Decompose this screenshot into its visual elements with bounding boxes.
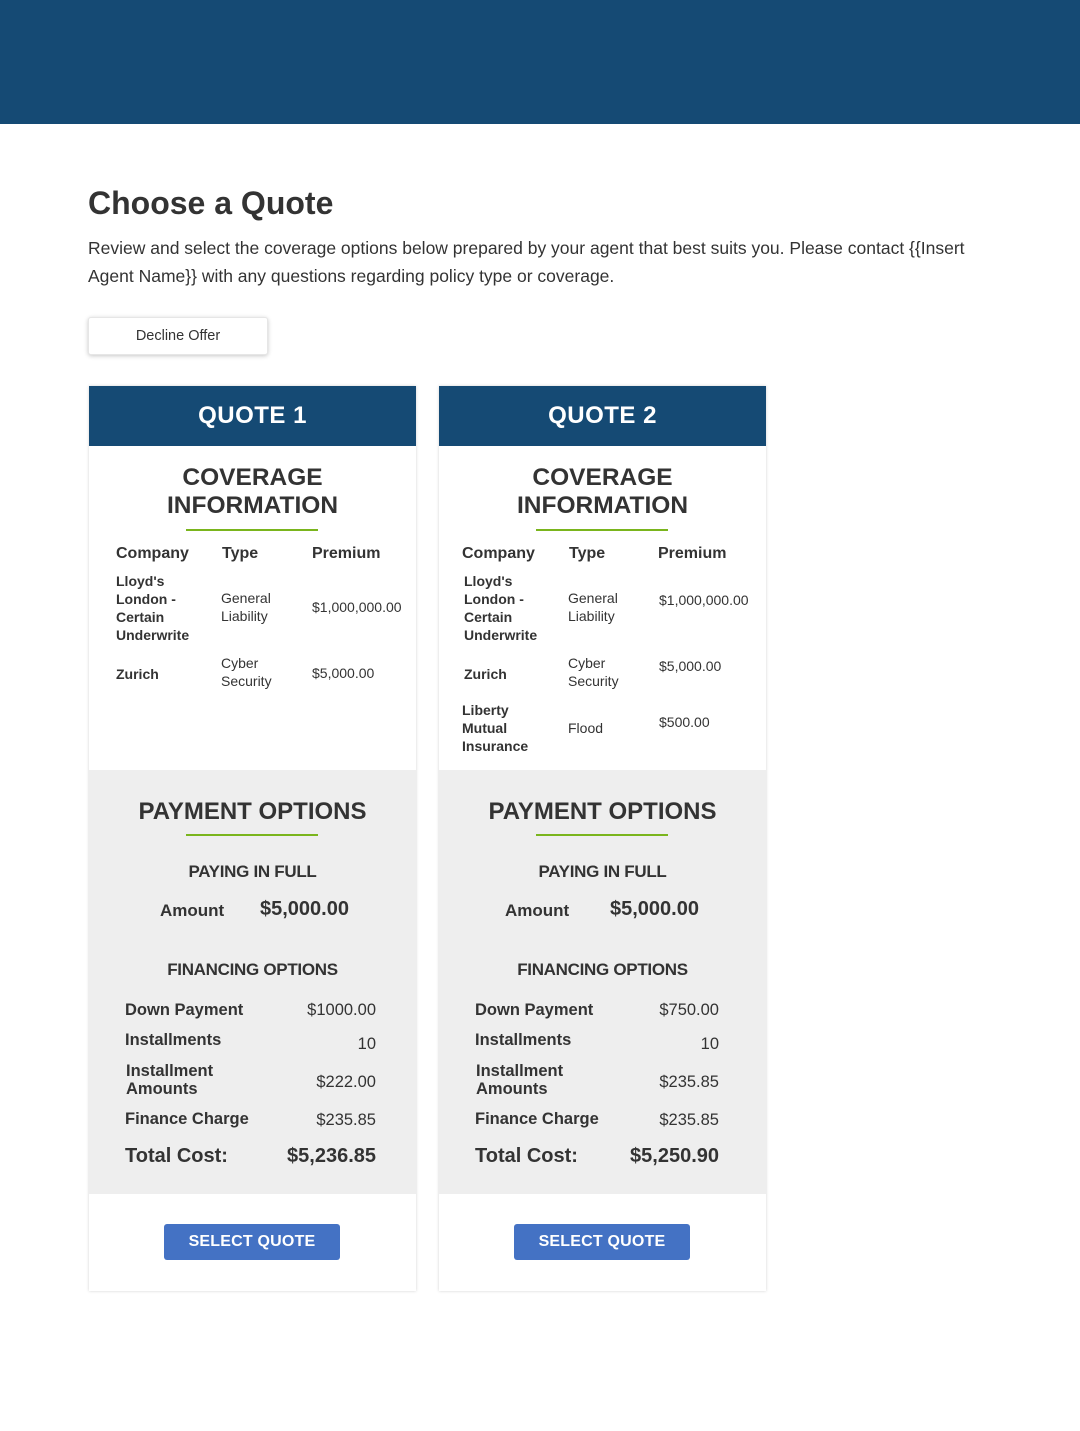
amount-label: Amount <box>160 901 225 920</box>
row-company: Zurich <box>464 666 507 682</box>
total-cost-value: $5,250.90 <box>630 1145 719 1167</box>
financing-options-title: FINANCING OPTIONS <box>517 960 688 979</box>
quote-header: QUOTE 2 <box>439 386 766 446</box>
amount-value: $5,000.00 <box>610 898 699 920</box>
top-banner <box>0 0 1080 124</box>
down-payment-label: Down Payment <box>125 1001 244 1019</box>
coverage-divider <box>186 529 318 531</box>
column-header-premium: Premium <box>658 545 727 562</box>
down-payment-label: Down Payment <box>475 1001 594 1019</box>
payment-divider <box>536 834 668 836</box>
page-title: Choose a Quote <box>88 185 334 221</box>
installment-amounts-value: $222.00 <box>316 1073 376 1091</box>
column-header-company: Company <box>462 545 535 562</box>
total-cost-value: $5,236.85 <box>287 1145 376 1167</box>
amount-value: $5,000.00 <box>260 898 349 920</box>
quote-card-1 <box>89 386 416 1291</box>
total-cost-label: Total Cost: <box>125 1145 228 1167</box>
quote-header: QUOTE 1 <box>89 386 416 446</box>
installments-value: 10 <box>357 1035 376 1053</box>
row-type: General Liability <box>221 590 271 624</box>
installments-label: Installments <box>125 1031 222 1049</box>
installment-amounts-label: Installment Amounts <box>476 1062 564 1098</box>
payment-title: PAYMENT OPTIONS <box>488 798 717 825</box>
row-premium: $1,000,000.00 <box>659 592 749 608</box>
finance-charge-label: Finance Charge <box>125 1110 249 1128</box>
payment-section <box>439 770 766 1194</box>
payment-divider <box>186 834 318 836</box>
finance-charge-value: $235.85 <box>659 1111 719 1129</box>
installments-label: Installments <box>475 1031 572 1049</box>
column-header-premium: Premium <box>312 545 381 562</box>
installment-amounts-label: Installment Amounts <box>126 1062 214 1098</box>
down-payment-value: $1000.00 <box>307 1001 376 1019</box>
row-type: Flood <box>568 720 604 736</box>
financing-options-title: FINANCING OPTIONS <box>167 960 338 979</box>
row-premium: $5,000.00 <box>312 665 375 681</box>
quote-card-2 <box>439 386 766 1291</box>
finance-charge-value: $235.85 <box>316 1111 376 1129</box>
paying-in-full-title: PAYING IN FULL <box>538 862 667 881</box>
row-premium: $1,000,000.00 <box>312 599 402 615</box>
row-premium: $5,000.00 <box>659 658 722 674</box>
row-type: Cyber Security <box>221 655 272 689</box>
select-quote-button[interactable]: SELECT QUOTE <box>514 1224 690 1260</box>
installment-amounts-value: $235.85 <box>659 1073 719 1091</box>
coverage-title: COVERAGE INFORMATION <box>166 464 339 519</box>
installments-value: 10 <box>700 1035 719 1053</box>
row-company: Zurich <box>116 666 159 682</box>
column-header-company: Company <box>116 545 189 562</box>
intro-text: Review and select the coverage options below prepared by your agent that best suits you. Please contact {{Insert Agent Name}} with any questions regarding policy type or coverage. <box>88 238 965 286</box>
row-type: General Liability <box>568 590 618 624</box>
row-company: Lloyd's London - Certain Underwrite <box>464 573 538 643</box>
column-header-type: Type <box>222 545 259 562</box>
amount-label: Amount <box>505 901 570 920</box>
row-type: Cyber Security <box>568 655 619 689</box>
payment-title: PAYMENT OPTIONS <box>138 798 367 825</box>
payment-section <box>89 770 416 1194</box>
select-quote-button[interactable]: SELECT QUOTE <box>164 1224 340 1260</box>
row-company: Lloyd's London - Certain Underwrite <box>116 573 190 643</box>
finance-charge-label: Finance Charge <box>475 1110 599 1128</box>
row-company: Liberty Mutual Insurance <box>462 702 529 754</box>
total-cost-label: Total Cost: <box>475 1145 578 1167</box>
coverage-divider <box>536 529 668 531</box>
down-payment-value: $750.00 <box>659 1001 719 1019</box>
paying-in-full-title: PAYING IN FULL <box>188 862 317 881</box>
coverage-title: COVERAGE INFORMATION <box>516 464 689 519</box>
column-header-type: Type <box>569 545 606 562</box>
decline-offer-button[interactable]: Decline Offer <box>88 317 268 355</box>
row-premium: $500.00 <box>659 714 710 730</box>
